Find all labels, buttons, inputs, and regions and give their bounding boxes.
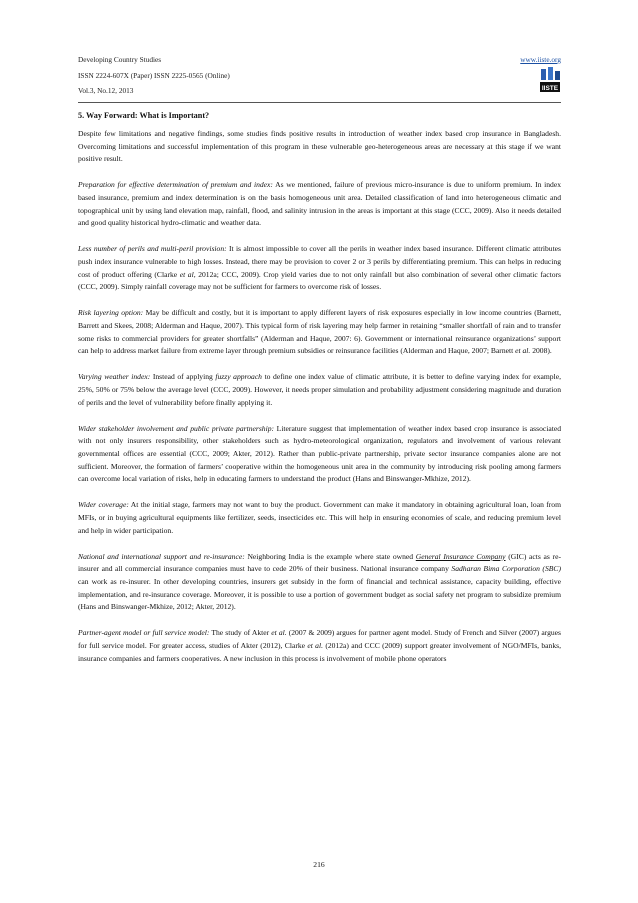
paragraph-wider-coverage	[78, 499, 561, 537]
paragraph-lead: National and international support and re-insurance:	[78, 551, 245, 561]
paragraph-body: (2007 & 2009) argues for partner agent model. Study of French and Silver (2007) argues for full service model. For greater access, studies of Akter (2012), Clarke	[78, 628, 561, 651]
section-heading: 5. Way Forward: What is Important?	[78, 111, 210, 120]
paragraph-body: can work as re-insurer. In other developing countries, insurers get subsidy in the form of financial and technical assistance, capacity building, effective implementation, and re-insurance coverage. Moreover, it is possible to use a portion of government budget as social safety net program to subsidize premium (Hans and Binswanger-Mkhize, 2012; Akter, 2012).	[78, 577, 561, 612]
paragraph-lead: Partner-agent model or full service model:	[78, 628, 210, 638]
paragraph-lead: Risk layering option:	[78, 308, 144, 318]
svg-text:IISTE: IISTE	[541, 85, 559, 92]
paper-page	[78, 52, 561, 665]
volume-line: Vol.3, No.12, 2013	[78, 86, 134, 95]
paragraph-lead: Varying weather index:	[78, 372, 151, 382]
paragraph-body: (2012a) and CCC (2009) support greater involvement of NGO/MFIs, banks, insurance companies and farmers cooperatives. A new inclusion in this process is involvement of mobile phone operators	[78, 641, 562, 663]
page-header	[78, 52, 561, 102]
paragraph-body: It is almost impossible to cover all the perils in weather index based insurance. Different climatic attributes push index insurance vulnerable to high losses. Instead, there may be provision to cover 2 or 3 perils by differentiating premium. This can helps in reducing cost of product offering (Clarke	[78, 244, 562, 279]
issn-line: ISSN 2224-607X (Paper) ISSN 2225-0565 (Online)	[78, 70, 230, 80]
paragraph-partner-agent	[78, 627, 561, 665]
paragraph-body: May be difficult and costly, but it is important to apply different layers of risk exposures especially in low income countries (Barnett, Barrett and Skees, 2008; Alderman and Haque, 2007). This typical form of risk layering may help farmer in retaining “smaller shortfall of rain and to transfer some risks to commercial providers for greater shortfalls” (Alderman and Haque, 2007: 6). Government or international reinsurance organizations’ support can help to address market failure from extreme layer through premium subsidies or reinsurance facilities (Alderman and Haque, 2007; Barnett	[78, 308, 561, 356]
paragraph-body: As we mentioned, failure of previous micro-insurance is due to uniform premium. In index based insurance, premium and index determination is on the basis homogeneous unit area. Detailed classification of land into heterogeneous climatic and topographical unit by using land elevation map, rainfall, flood, and salinity intrusion in the areas is important at this stage (CCC, 2009). Also it needs detailed and good quality historical hydro-climatic and weather data.	[78, 180, 561, 228]
paragraph-premium-index	[78, 179, 561, 230]
paragraph-body: Neighboring India is the example where state owned	[244, 551, 416, 561]
paragraph-body: The study of Akter	[209, 628, 272, 638]
paragraph-lead: Less number of perils and multi-peril provision:	[78, 244, 227, 254]
paragraph-perils	[78, 243, 561, 294]
journal-url-link[interactable]: www.iiste.org	[520, 55, 561, 64]
paragraph-body: At the initial stage, farmers may not want to buy the product. Government can make it mandatory in obtaining agricultural loan, loan from MFIs, or in buying agricultural equipments like fertilizer, seeds, insecticides etc. This will help in ensuring economies of scale, and reducing premium level and help in wider participation.	[78, 500, 561, 535]
citation-et-al: et al,	[179, 269, 196, 279]
paragraph-body: Literature suggest that implementation of weather index based crop insurance is associated with not only insurers responsibility, other stakeholders such as hydro-meteorological organization, regulators and involvement of various relevant governmental offices are essential (CCC, 2009; Akter, 2012). Rather than public-private partnership, private sector insurance companies alone are not sufficient. Moreover, the formation of farmers’ cooperative within the homogeneous unit area in the community by introducing risk pooling among farmers can overcome local variation of risks, help in educating farmers to understand the product (Hans and Binswanger-Mkhize, 2012).	[78, 423, 562, 484]
sbc-term: Sadharan Bima Corporation (SBC)	[451, 564, 561, 574]
citation-et-al: et al.	[271, 628, 287, 638]
fuzzy-approach-term: fuzzy approach	[215, 372, 262, 382]
paragraph-lead: Preparation for effective determination of premium and index:	[78, 180, 273, 190]
iiste-logo-icon	[539, 67, 561, 93]
paragraph-body: 2008).	[530, 346, 552, 356]
citation-et-al: et al.	[307, 641, 323, 651]
paragraph-reinsurance	[78, 551, 561, 614]
paragraph-lead: Wider stakeholder involvement and public private partnership:	[78, 423, 275, 433]
journal-name: Developing Country Studies	[78, 55, 162, 64]
paragraph-lead: Wider coverage:	[78, 500, 129, 510]
paragraph-body: 2012a; CCC, 2009). Crop yield varies due to not only rainfall but also combination of several other climatic factors (CCC, 2009). Simply rainfall coverage may not be sufficient for farmers to overcome risk of losses.	[78, 269, 561, 292]
header-rule	[78, 102, 561, 103]
paragraph-body: (GIC) acts as re-insurer and all commercial insurance companies must have to cede 20% of their business. National insurance company	[78, 551, 561, 574]
intro-paragraph: Despite few limitations and negative findings, some studies finds positive results in introduction of weather index based crop insurance in Bangladesh. Overcoming limitations and successful implementation of this program in these vulnerable geo-heterogeneous areas are necessary at this stage if we want positive result.	[78, 129, 561, 164]
citation-et-al: et al.	[515, 346, 531, 356]
paragraph-body: to define one index value of climatic attribute, it is better to define varying index for example, 25%, 50% or 75% below the average level (CCC, 2009). However, it needs proper simulation and probability adjustment considering magnitude and duration of perils and the level of vulnerability before finally applying it.	[78, 372, 561, 407]
paragraph-varying-index	[78, 371, 561, 409]
gic-term: General Insurance Company	[415, 551, 506, 561]
page-number: 216	[313, 860, 325, 869]
paragraph-stakeholders	[78, 423, 561, 486]
paragraph-body: Instead of applying	[150, 372, 216, 382]
paragraph-risk-layering	[78, 307, 561, 358]
